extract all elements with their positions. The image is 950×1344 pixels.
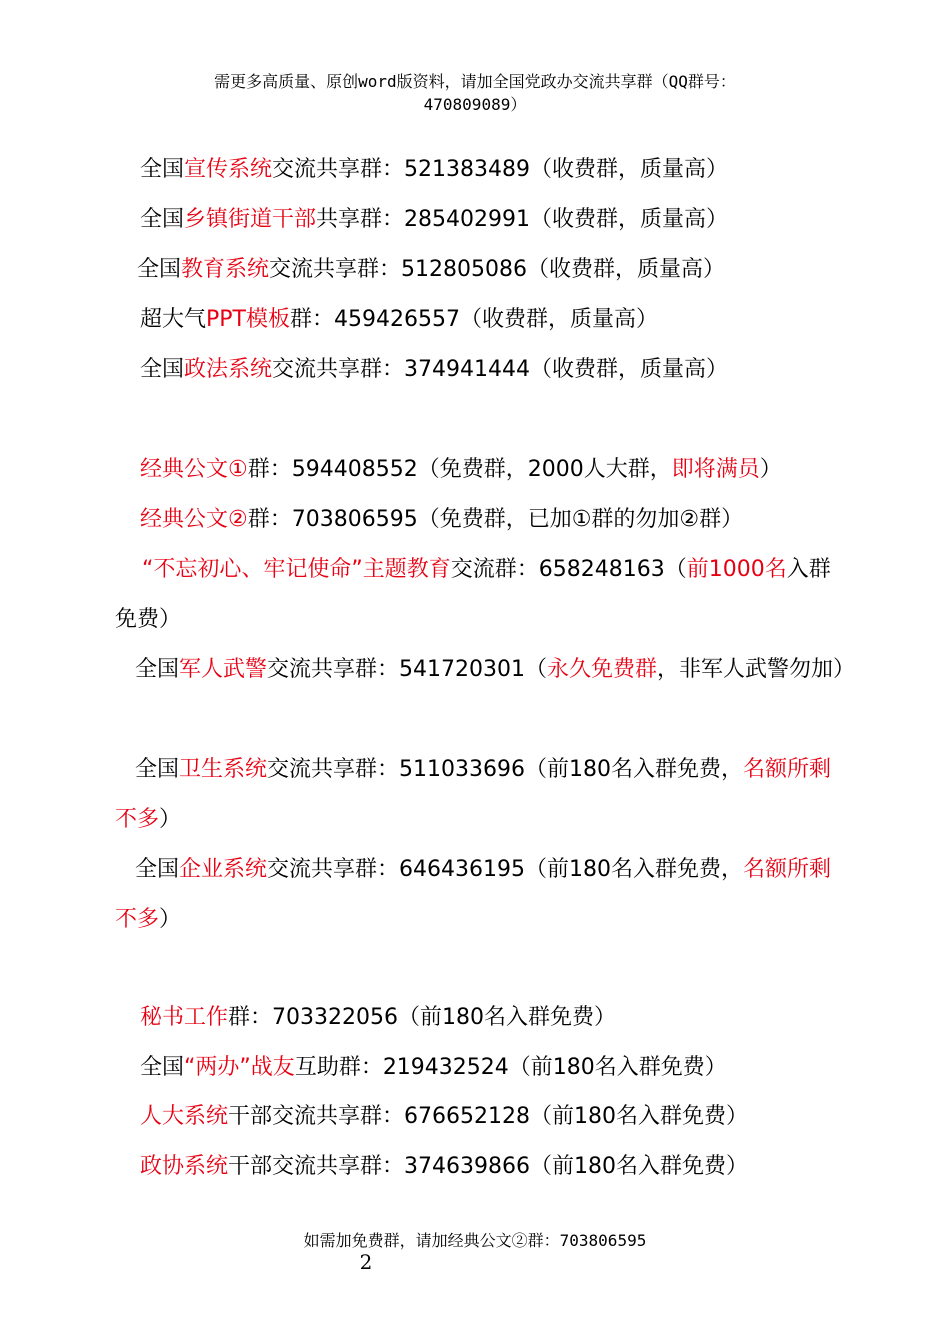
group-line-1 [140,155,728,185]
group-line-4 [140,305,658,335]
header-line-1: 需更多高质量、原创word版资料，请加全国党政办交流共享群（QQ群号： [214,72,736,91]
group-highlight-2: 即将满员 [671,457,760,482]
group-detail: 交流共享群：541720301（ [267,657,548,682]
group-detail: 共享群：285402991（收费群，质量高） [316,207,729,232]
group-prefix: 全国 [140,1055,185,1080]
group-detail: 交流共享群：512805086（收费群，质量高） [269,257,726,282]
group-detail: 群：594408552（免费群，2000人大群， [247,457,672,482]
group-highlight: 秘书工作 [140,1005,229,1030]
group-prefix: 全国 [140,157,185,182]
group-highlight: 宣传系统 [184,157,273,182]
group-highlight: “不忘初心、牢记使命”主题教育 [142,557,451,582]
group-highlight: “两办”战友 [184,1055,295,1080]
group-line-3 [137,255,725,285]
group-prefix: 全国 [140,207,185,232]
group-detail: 交流共享群：521383489（收费群，质量高） [272,157,729,182]
group-detail: 群：459426557（收费群，质量高） [290,307,658,332]
group-line-9 [135,655,855,685]
group-line-5 [140,355,728,385]
group-highlight-2: 永久免费群 [547,657,658,682]
group-suffix: ） [759,457,782,482]
group-line-11 [115,845,845,945]
group-detail: 交流共享群：511033696（前180名入群免费， [267,757,743,782]
group-prefix: 全国 [135,757,180,782]
group-detail: 交流共享群：374941444（收费群，质量高） [272,357,729,382]
group-line-2 [140,205,728,235]
group-line-10 [115,745,845,845]
group-suffix: ，非军人武警勿加） [657,657,856,682]
group-prefix: 全国 [140,357,185,382]
group-line-13 [140,1053,727,1083]
group-highlight: 军人武警 [179,657,268,682]
group-highlight: 人大系统 [140,1104,229,1129]
group-detail: 干部交流共享群：374639866（前180名入群免费） [228,1154,748,1179]
page-number: 2 [359,1250,373,1274]
page-footer: 如需加免费群，请加经典公文②群：703806595 [303,1231,647,1250]
group-suffix: 入群免费） [115,557,831,632]
group-highlight-2: 名额所剩不多 [115,857,832,932]
group-highlight: 政协系统 [140,1154,229,1179]
group-highlight: 卫生系统 [179,757,268,782]
group-highlight-2: 前1000名 [686,557,787,582]
group-highlight: 教育系统 [181,257,270,282]
group-suffix: ） [159,907,182,932]
group-line-7 [140,505,743,535]
group-line-6 [140,455,782,485]
group-highlight: 经典公文② [140,507,248,532]
group-detail: 交流共享群：646436195（前180名入群免费， [267,857,743,882]
group-detail: 群：703806595（免费群，已加①群的勿加②群） [247,507,744,532]
group-prefix: 全国 [135,657,180,682]
group-highlight-2: 名额所剩不多 [115,757,832,832]
group-line-12 [140,1003,616,1033]
group-detail: 交流群：658248163（ [450,557,687,582]
group-highlight: 经典公文① [140,457,248,482]
group-detail: 干部交流共享群：676652128（前180名入群免费） [228,1104,748,1129]
group-detail: 群：703322056（前180名入群免费） [228,1005,616,1030]
group-highlight: PPT模板 [206,307,290,332]
group-highlight: 政法系统 [184,357,273,382]
header-line-2: 470809089） [423,95,527,114]
group-prefix: 全国 [135,857,180,882]
group-highlight: 企业系统 [179,857,268,882]
group-highlight: 乡镇街道干部 [184,207,317,232]
group-line-15 [140,1152,748,1182]
group-prefix: 超大气 [140,307,207,332]
group-line-14 [140,1102,748,1132]
group-prefix: 全国 [137,257,182,282]
group-suffix: ） [159,807,182,832]
group-detail: 互助群：219432524（前180名入群免费） [294,1055,727,1080]
group-line-8 [115,545,845,645]
page-header [0,70,950,116]
